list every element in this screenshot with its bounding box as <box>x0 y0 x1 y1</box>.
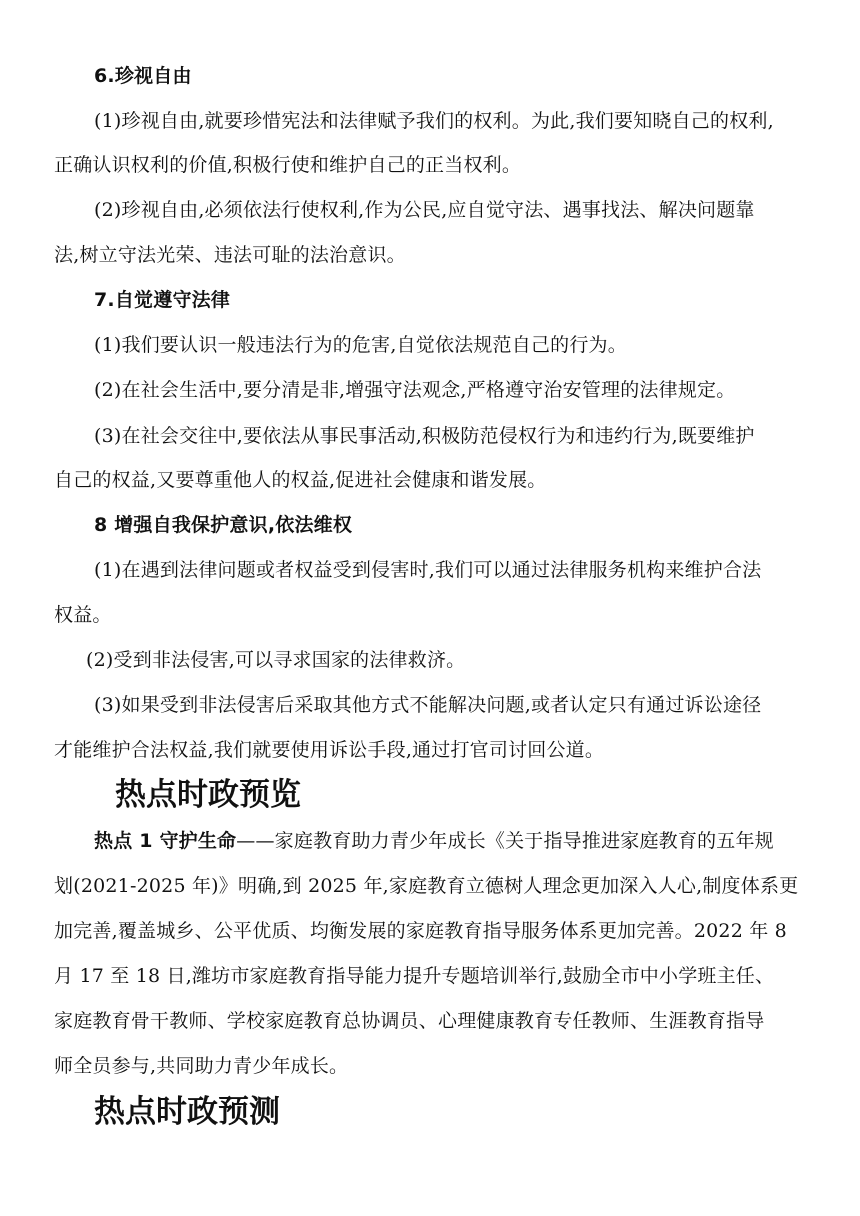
hot-preview-line-5: 家庭教育骨干教师、学校家庭教育总协调员、心理健康教育专任教师、生涯教育指导 <box>54 1010 765 1032</box>
section-6-para-2-line-2: 法,树立守法光荣、违法可耻的法治意识。 <box>54 244 406 266</box>
section-7-title: 7.自觉遵守法律 <box>94 289 231 311</box>
hot-preview-line-1-rest: ——家庭教育助力青少年成长《关于指导推进家庭教育的五年规 <box>236 830 774 852</box>
section-8-para-1-line-2: 权益。 <box>54 604 112 626</box>
hot-preview-line-3: 加完善,覆盖城乡、公平优质、均衡发展的家庭教育指导服务体系更加完善。2022 年 8 <box>54 920 787 942</box>
section-7-para-2: (2)在社会生活中,要分清是非,增强守法观念,严格遵守治安管理的法律规定。 <box>94 379 736 401</box>
hot-predict-heading: 热点时政预测 <box>94 1094 280 1130</box>
section-6-para-1-line-2: 正确认识权利的价值,积极行使和维护自己的正当权利。 <box>54 154 522 176</box>
hot-preview-lead: 热点 1 守护生命 <box>94 830 237 852</box>
section-8-title: 8 增强自我保护意识,依法维权 <box>94 514 353 536</box>
hot-preview-line-2: 划(2021-2025 年)》明确,到 2025 年,家庭教育立德树人理念更加深入人心,制度体系更 <box>54 875 799 897</box>
section-8-para-3-line-1: (3)如果受到非法侵害后采取其他方式不能解决问题,或者认定只有通过诉讼途径 <box>94 694 762 716</box>
section-6-para-2-line-1: (2)珍视自由,必须依法行使权利,作为公民,应自觉守法、遇事找法、解决问题靠 <box>94 199 755 221</box>
section-7-para-3-line-1: (3)在社会交往中,要依法从事民事活动,积极防范侵权行为和违约行为,既要维护 <box>94 425 755 447</box>
section-6-title: 6.珍视自由 <box>94 65 192 87</box>
section-7-para-3-line-2: 自己的权益,又要尊重他人的权益,促进社会健康和谐发展。 <box>54 469 547 491</box>
section-8-para-2: (2)受到非法侵害,可以寻求国家的法律救济。 <box>86 649 466 671</box>
hot-preview-line-1 <box>94 828 814 854</box>
section-6-para-1-line-1: (1)珍视自由,就要珍惜宪法和法律赋予我们的权利。为此,我们要知晓自己的权利, <box>94 110 774 132</box>
section-8-para-1-line-1: (1)在遇到法律问题或者权益受到侵害时,我们可以通过法律服务机构来维护合法 <box>94 559 762 581</box>
section-8-para-3-line-2: 才能维护合法权益,我们就要使用诉讼手段,通过打官司讨回公道。 <box>54 739 605 761</box>
hot-preview-line-4: 月 17 至 18 日,潍坊市家庭教育指导能力提升专题培训举行,鼓励全市中小学班主任、 <box>54 965 775 987</box>
section-7-para-1: (1)我们要认识一般违法行为的危害,自觉依法规范自己的行为。 <box>94 334 627 356</box>
hot-preview-line-6: 师全员参与,共同助力青少年成长。 <box>54 1055 349 1077</box>
hot-preview-heading: 热点时政预览 <box>115 777 301 813</box>
